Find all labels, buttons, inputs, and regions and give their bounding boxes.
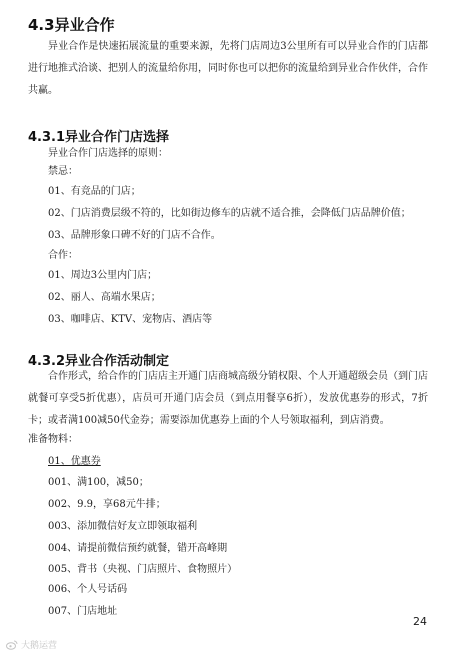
- cooperate-item: 02、丽人、高端水果店；: [48, 292, 161, 303]
- material-item: 006、个人号话码: [48, 584, 128, 595]
- watermark-text: 大鹅运营: [21, 641, 58, 651]
- watermark: [6, 638, 57, 651]
- material-item: 003、添加微信好友立即领取福利: [48, 521, 198, 532]
- coupon-heading: 01、优惠券: [48, 456, 101, 467]
- material-item: 005、背书（央视、门店照片、食物照片）: [48, 564, 238, 575]
- section-intro: 异业合作是快速拓展流量的重要来源，先将门店周边3公里所有可以异业合作的门店都进行地推式洽谈、把别人的流量给你用，同时你也可以把你的流量给到异业合作伙伴，合作共赢。: [28, 41, 428, 96]
- forbidden-item: 01、有竞品的门店；: [48, 186, 141, 197]
- activity-title: 4.3.2异业合作活动制定: [28, 354, 170, 369]
- material-item: 001、满100，减50；: [48, 477, 149, 488]
- cooperate-item: 03、咖啡店、KTV、宠物店、酒店等: [48, 314, 213, 325]
- page-number: 24: [413, 615, 427, 628]
- cooperate-item: 01、周边3公里内门店；: [48, 270, 158, 281]
- material-item: 007、门店地址: [48, 606, 118, 617]
- store-selection-title: 4.3.1异业合作门店选择: [28, 130, 170, 145]
- forbidden-item: 02、门店消费层级不符的，比如街边修车的店就不适合推，会降低门店品牌价值；: [48, 208, 411, 219]
- materials-label: 准备物料：: [28, 434, 78, 445]
- weibo-icon: [6, 640, 18, 650]
- forbidden-item: 03、品牌形象口碑不好的门店不合作。: [48, 230, 221, 241]
- section-title: 4.3异业合作: [28, 16, 115, 34]
- activity-form: 合作形式，给合作的门店店主开通门店商城高级分销权限、个人开通超级会员（到门店就餐可享受5折优惠），店员可开通门店会员（到点用餐享6折），发放优惠券的形式，7折卡；或者满100减50代金券；需要添加优惠券上面的个人号领取福利，到店消费。: [28, 371, 428, 426]
- selection-principle: 异业合作门店选择的原则：: [48, 148, 168, 159]
- forbidden-label: 禁忌：: [48, 166, 78, 177]
- material-item: 004、请提前微信预约就餐，错开高峰期: [48, 543, 228, 554]
- cooperate-label: 合作：: [48, 250, 78, 261]
- material-item: 002、9.9，享68元牛排；: [48, 499, 166, 510]
